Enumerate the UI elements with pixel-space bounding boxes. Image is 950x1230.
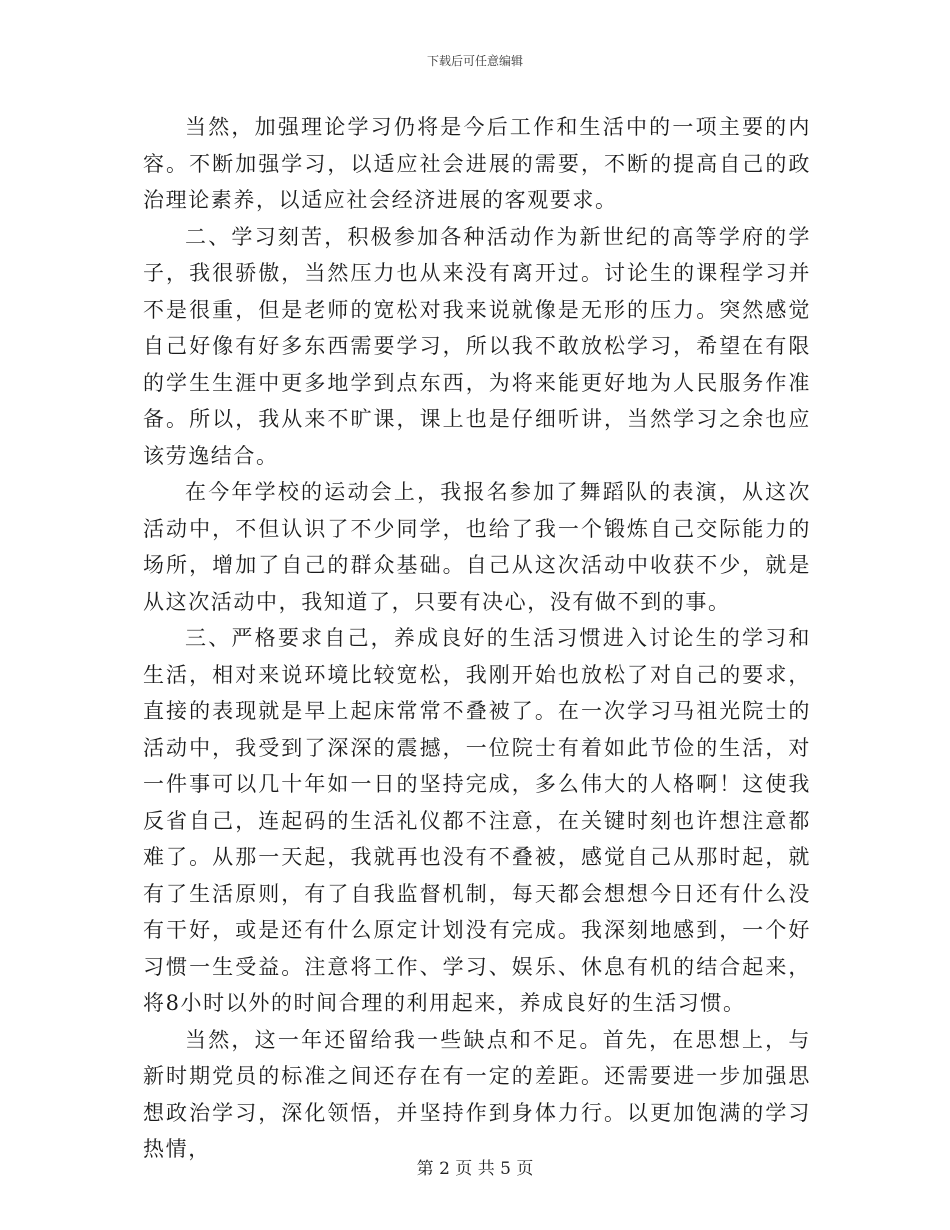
paragraph-5: 当然，这一年还留给我一些缺点和不足。首先，在思想上，与新时期党员的标准之间还存在有一定的差距。还需要进一步加强思想政治学习，深化领悟，并坚持作到身体力行。以更加饱满的学习热情， xyxy=(143,1027,811,1161)
paragraph-1: 当然，加强理论学习仍将是今后工作和生活中的一项主要的内容。不断加强学习，以适应社会进展的需要，不断的提高自己的政治理论素养，以适应社会经济进展的客观要求。 xyxy=(143,115,811,212)
paragraph-3: 在今年学校的运动会上，我报名参加了舞蹈队的表演，从这次活动中，不但认识了不少同学，也给了我一个锻炼自己交际能力的场所，增加了自己的群众基础。自己从这次活动中收获不少，就是从这次活动中，我知道了，只要有决心，没有做不到的事。 xyxy=(143,480,811,614)
paragraph-2: 二、学习刻苦，积极参加各种活动作为新世纪的高等学府的学子，我很骄傲，当然压力也从来没有离开过。讨论生的课程学习并不是很重，但是老师的宽松对我来说就像是无形的压力。突然感觉自己好像有好多东西需要学习，所以我不敢放松学习，希望在有限的学生生涯中更多地学到点东西，为将来能更好地为人民服务作准备。所以，我从来不旷课，课上也是仔细听讲，当然学习之余也应该劳逸结合。 xyxy=(143,224,811,468)
document-body xyxy=(143,109,811,1168)
page-header-note: 下载后可任意编辑 xyxy=(426,54,523,68)
paragraph-4: 三、严格要求自己，养成良好的生活习惯进入讨论生的学习和生活，相对来说环境比较宽松，我刚开始也放松了对自己的要求，直接的表现就是早上起床常常不叠被了。在一次学习马祖光院士的活动中，我受到了深深的震撼，一位院士有着如此节俭的生活，对一件事可以几十年如一日的坚持完成，多么伟大的人格啊！这使我反省自己，连起码的生活礼仪都不注意，在关键时刻也许想注意都难了。从那一天起，我就再也没有不叠被，感觉自己从那时起，就有了生活原则，有了自我监督机制，每天都会想想今日还有什么没有干好，或是还有什么原定计划没有完成。我深刻地感到，一个好习惯一生受益。注意将工作、学习、娱乐、休息有机的结合起来，将8小时以外的时间合理的利用起来，养成良好的生活习惯。 xyxy=(143,626,811,1015)
page-number: 第 2 页 共 5 页 xyxy=(416,1159,534,1179)
